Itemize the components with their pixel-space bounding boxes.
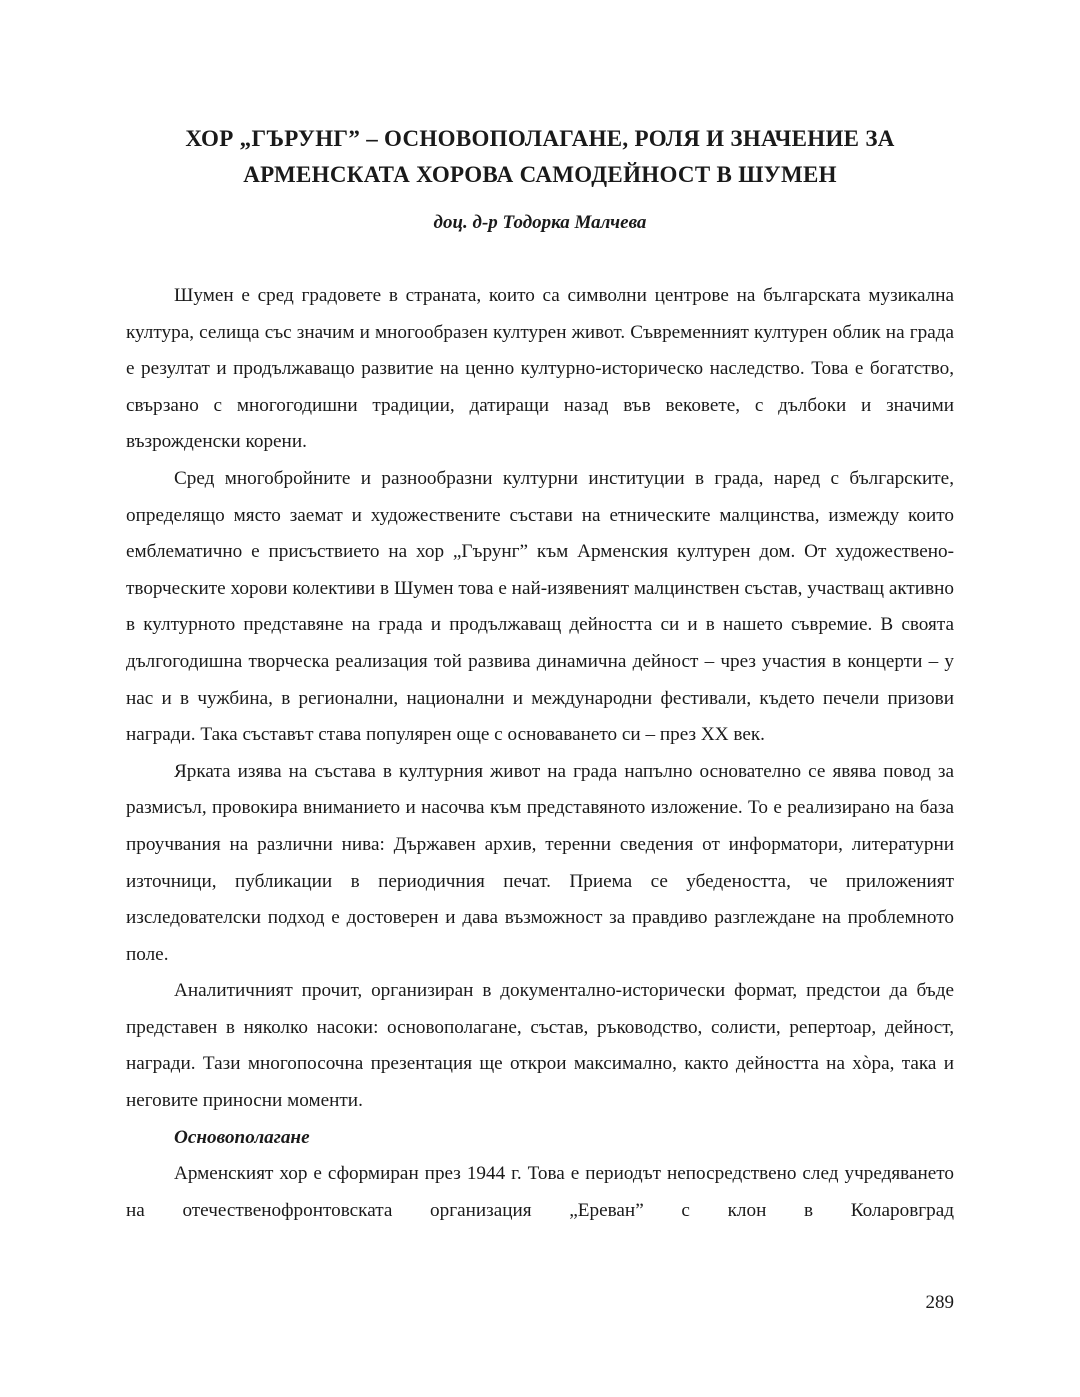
article-body [126, 278, 954, 1229]
page-number: 289 [925, 1292, 954, 1313]
author-name: доц. д-р Тодорка Малчева [433, 212, 647, 233]
article-title [126, 121, 954, 193]
paragraph-4: Аналитичният прочит, организиран в документално-исторически формат, предстои да бъде представен в няколко насоки: основополагане, състав, ръководство, солисти, репертоар, дейност, награди. Тази многопосочна презентация ще открои максимално, както дейността на хòра, така и неговите приносни моменти. [126, 980, 954, 1112]
section-heading: Основополагане [174, 1126, 310, 1148]
article-title-line-1: ХОР „ГЪРУНГ” – ОСНОВОПОЛАГАНЕ, РОЛЯ И ЗНАЧЕНИЕ ЗА [185, 126, 895, 151]
paragraph-2: Сред многобройните и разнообразни културни институции в града, наред с българските, определящо място заемат и художествените състави на етническите малцинства, измежду които емблематично е присъствието на хор „Гърунг” към Арменския културен дом. От художествено-творческите хорови колективи в Шумен това е най-изявеният малцинствен състав, участващ активно в културното представяне на града и продължаващ дейността си и в нашето съвремие. В своята дългогодишна творческа реализация той развива динамична дейност – чрез участия в концерти – у нас и в чужбина, в регионални, национални и международни фестивали, където печели призови награди. Така съставът става популярен още с основаването си – през XX век. [126, 467, 954, 746]
paragraph-3: Ярката изява на състава в културния живот на града напълно основателно се явява повод за размисъл, провокира вниманието и насочва към представяното изложение. То е реализирано на база проучвания на различни нива: Държавен архив, теренни сведения от информатори, литературни източници, публикации в периодичния печат. Приема се убедеността, че приложеният изследователски подход е достоверен и дава възможност за правдиво разглеждане на проблемното поле. [126, 760, 954, 965]
paragraph-1: Шумен е сред градовете в страната, които са символни центрове на българската музикална култура, селища със значим и многообразен културен живот. Съвременният културен облик на града е резултат и продължаващо развитие на ценно културно-историческо наследство. Това е богатство, свързано с многогодишни традиции, датиращи назад във вековете, с дълбоки и значими възрожденски корени. [126, 285, 954, 453]
section-paragraph: Арменският хор е сформиран през 1944 г. Това е периодът непосредствено след учредяването на отечественофронтовската организация „Ереван” с клон в Коларовград [126, 1163, 954, 1221]
article-title-line-2: АРМЕНСКАТА ХОРОВА САМОДЕЙНОСТ В ШУМЕН [243, 162, 837, 187]
